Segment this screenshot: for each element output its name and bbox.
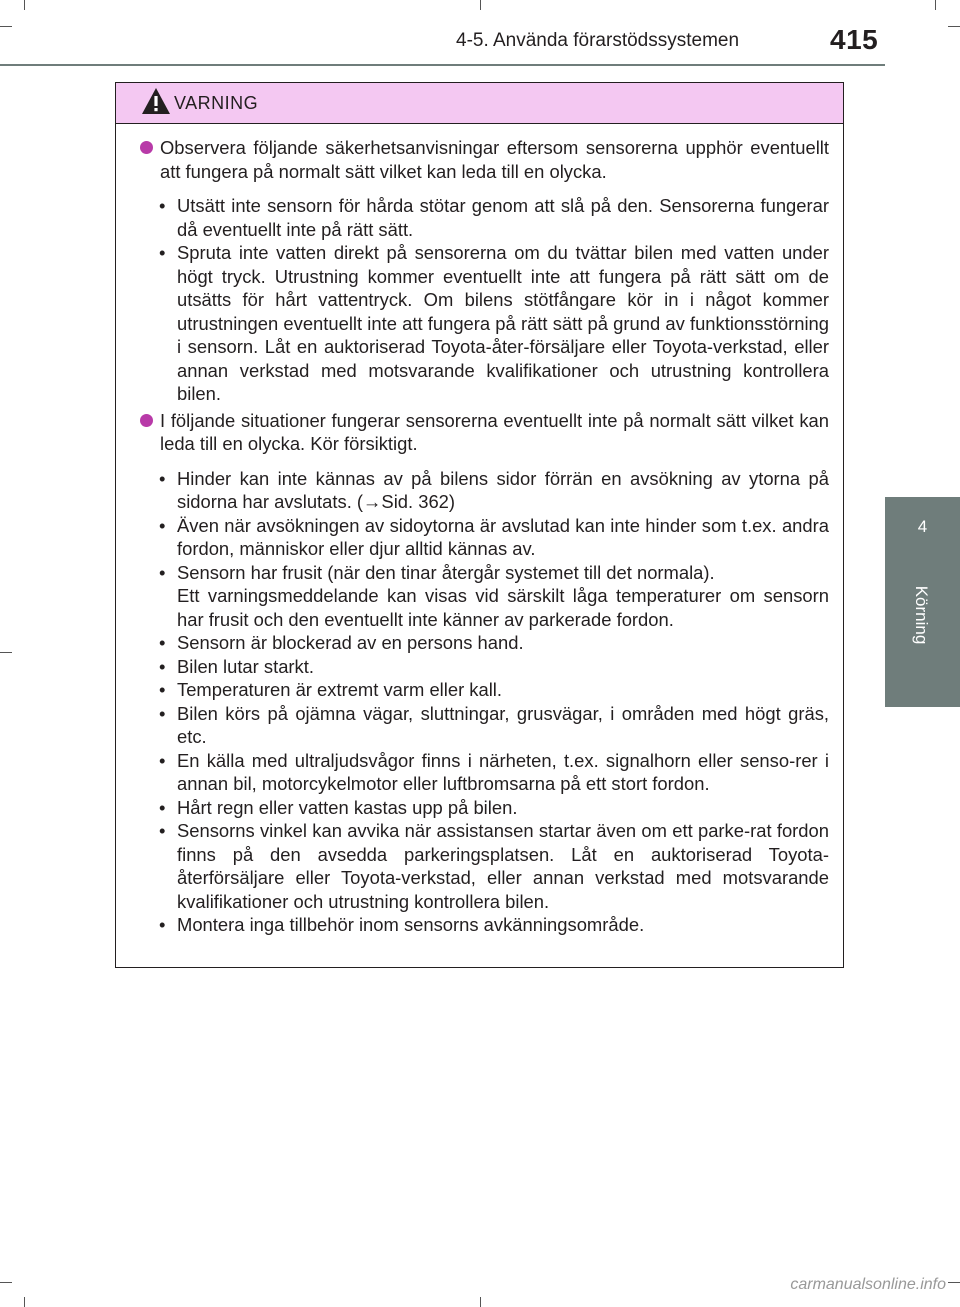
list-item: • En källa med ultraljudsvågor finns i närheten, t.ex. signalhorn eller senso-rer i annan bil, motorcykelmotor eller luftbromsarna på ett stort fordon. (159, 749, 829, 794)
chapter-number: 4 (917, 517, 928, 536)
warning-triangle-icon (141, 87, 171, 115)
crop-mark (0, 652, 12, 653)
chapter-label: Körning (912, 585, 931, 645)
list-item: • Montera inga tillbehör inom sensorns avkänningsområde. (159, 914, 645, 935)
crop-mark (24, 1297, 25, 1307)
list-item: • Sensorn är blockerad av en persons hand. (159, 632, 524, 653)
list-item: • Temperaturen är extremt varm eller kall. (159, 679, 503, 700)
list-item: • Bilen körs på ojämna vägar, sluttningar, grusvägar, i områden med högt gräs, etc. (159, 702, 829, 747)
chapter-tab (885, 497, 960, 707)
warning-heading: VARNING (174, 93, 259, 113)
page-number: 415 (830, 24, 879, 55)
watermark-logo: carmanualsonline.info (790, 1276, 946, 1293)
warning-body (116, 124, 843, 937)
crop-mark (0, 1282, 12, 1283)
crop-mark (948, 1282, 960, 1283)
bullet-dot-icon (140, 141, 153, 154)
warning-list (140, 194, 829, 406)
list-item: • Bilen lutar starkt. (159, 655, 314, 677)
bullet-dot-icon (140, 414, 153, 427)
warning-box (115, 82, 844, 968)
warning-lead-text: I följande situationer fungerar sensorerna eventuellt inte på normalt sätt vilket kan leda till en olycka. Kör försiktigt. (160, 409, 829, 454)
warning-header (116, 83, 843, 124)
list-item: • Utsätt inte sensorn för hårda stötar genom att slå på den. Sensorerna fungerar då eventuellt inte på rätt sätt. (159, 195, 829, 240)
list-item: • Spruta inte vatten direkt på sensorerna om du tvättar bilen med vatten under högt tryck. Utrustning kommer eventuellt inte att fungera på rätt sätt om de utsätts för hårt vattentryck. Om bilens stötfångare kör in i något kommer utrustningen eventuellt inte att fungera på rätt sätt på grund av funktionsstörning i sensorn. Låt en auktoriserad Toyota-åter-försäljare eller Toyota-verkstad, eller annan verkstad med motsvarande kvalifikationer och utrustning kontrollera bilen. (159, 242, 829, 404)
list-item: • Sensorn har frusit (när den tinar återgår systemet till det normala). Ett varningsmeddelande kan visas vid särskilt låga temperaturer om sensorn har frusit och den eventuellt inte känner av parkerade fordon. (159, 561, 829, 630)
crop-mark (0, 26, 12, 27)
warning-lead (140, 409, 829, 456)
section-title: 4-5. Använda förarstödssystemen (456, 30, 740, 51)
crop-mark (948, 26, 960, 27)
warning-lead (140, 136, 829, 183)
crop-mark (24, 0, 25, 10)
crop-mark (480, 0, 481, 10)
crop-mark (480, 1297, 481, 1307)
warning-lead-text: Observera följande säkerhetsanvisningar eftersom sensorerna upphör eventuellt att fungera på normalt sätt vilket kan leda till en olycka. (160, 137, 829, 182)
list-item: • Sensorns vinkel kan avvika när assistansen startar även om ett parke-rat fordon finns på den avsedda parkeringsplatsen. Låt en auktoriserad Toyota-återförsäljare eller Toyota-verkstad, eller annan verkstad med motsvarande kvalifikationer och utrustning kontrollera bilen. (159, 820, 829, 912)
header-rule (0, 64, 885, 66)
list-item: • Även när avsökningen av sidoytorna är avslutad kan inte hinder som t.ex. andra fordon, människor eller djur alltid kännas av. (159, 514, 829, 559)
warning-list (140, 467, 829, 937)
list-item: • Hårt regn eller vatten kastas upp på bilen. (159, 796, 518, 818)
list-item-extra: Ett varningsmeddelande kan visas vid särskilt låga temperaturer om sensorn har frusit och den eventuellt inte känner av parkerade fordon. (177, 585, 829, 630)
crop-mark (935, 0, 936, 10)
list-item: • Hinder kan inte kännas av på bilens sidor förrän en avsökning av ytorna på sidorna har avslutats. (→Sid. 362) (159, 467, 829, 512)
